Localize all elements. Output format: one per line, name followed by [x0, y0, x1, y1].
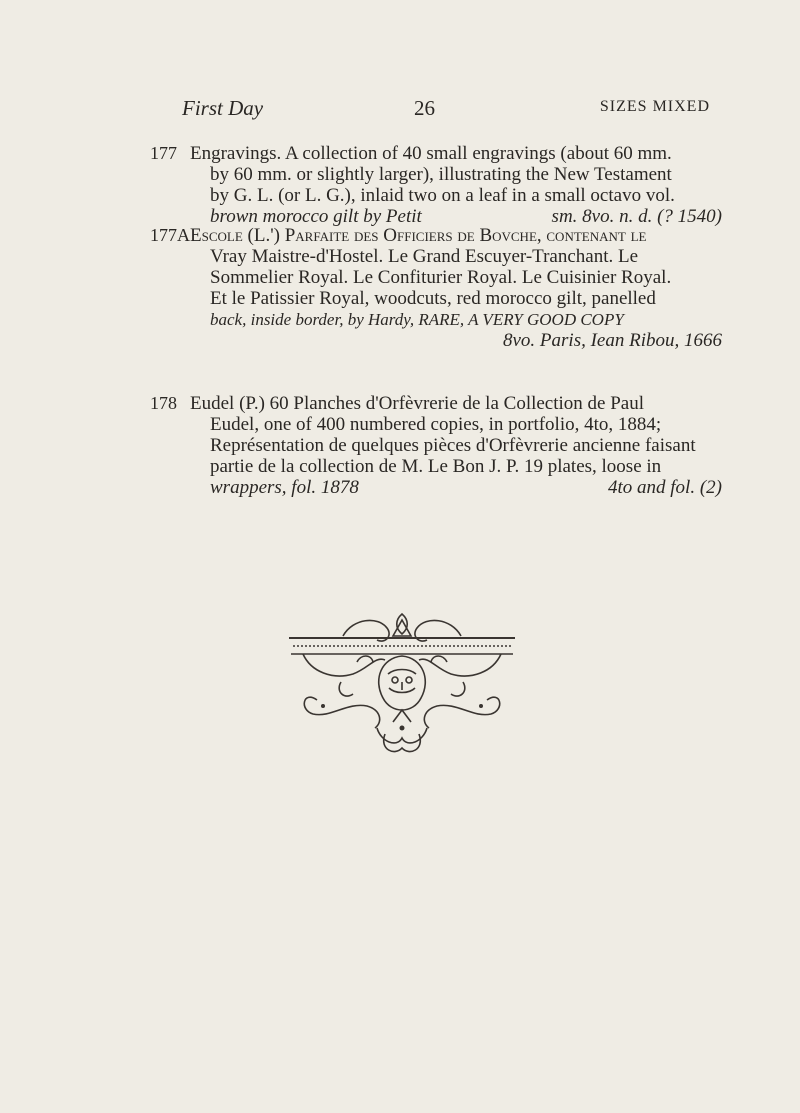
- lot-number: 177A: [150, 225, 190, 245]
- entry-line: by 60 mm. or slightly larger), illustrating the New Testament: [210, 164, 672, 185]
- catalogue-entry-178: [150, 393, 730, 498]
- entry-line: back, inside border, by Hardy, RARE, A VERY GOOD COPY: [210, 310, 624, 329]
- entry-line: Sommelier Royal. Le Confiturier Royal. Le Cuisinier Royal.: [210, 267, 672, 288]
- entry-line: Engravings. A collection of 40 small engravings (about 60 mm.: [190, 143, 672, 164]
- entry-format: sm. 8vo. n. d. (? 1540): [551, 206, 722, 227]
- entry-line: Eudel, one of 400 numbered copies, in portfolio, 4to, 1884;: [210, 414, 662, 435]
- entry-line: by G. L. (or L. G.), inlaid two on a leaf in a small octavo vol.: [210, 185, 675, 206]
- entry-format: 4to and fol. (2): [608, 477, 722, 498]
- page-number: 26: [414, 96, 435, 120]
- entry-line: brown morocco gilt by Petit: [210, 206, 422, 227]
- entry-line: wrappers, fol. 1878: [210, 477, 359, 498]
- entry-line: Représentation de quelques pièces d'Orfèvrerie ancienne faisant: [210, 435, 696, 456]
- entry-line-wrap: [210, 206, 730, 227]
- page-header: [182, 96, 710, 126]
- header-day: First Day: [182, 96, 264, 120]
- lot-number: 178: [150, 393, 177, 413]
- catalogue-entry-177: [150, 143, 730, 227]
- entry-line: Et le Patissier Royal, woodcuts, red morocco gilt, panelled: [210, 288, 656, 309]
- entry-line-wrap: [210, 477, 730, 498]
- entry-line: partie de la collection de M. Le Bon J. P. 19 plates, loose in: [210, 456, 662, 477]
- ornamental-scroll-icon: [283, 610, 521, 756]
- header-section: SIZES MIXED: [599, 98, 710, 115]
- catalogue-entry-177a: [150, 225, 730, 351]
- entry-format: 8vo. Paris, Iean Ribou, 1666: [502, 330, 722, 351]
- lot-number: 177: [150, 143, 177, 163]
- entry-line: Eudel (P.) 60 Planches d'Orfèvrerie de la Collection de Paul: [190, 393, 645, 414]
- entry-line: Vray Maistre-d'Hostel. Le Grand Escuyer-Tranchant. Le: [210, 246, 639, 267]
- entry-line: Escole (L.') Parfaite des Officiers de Bovche, contenant le: [190, 225, 647, 246]
